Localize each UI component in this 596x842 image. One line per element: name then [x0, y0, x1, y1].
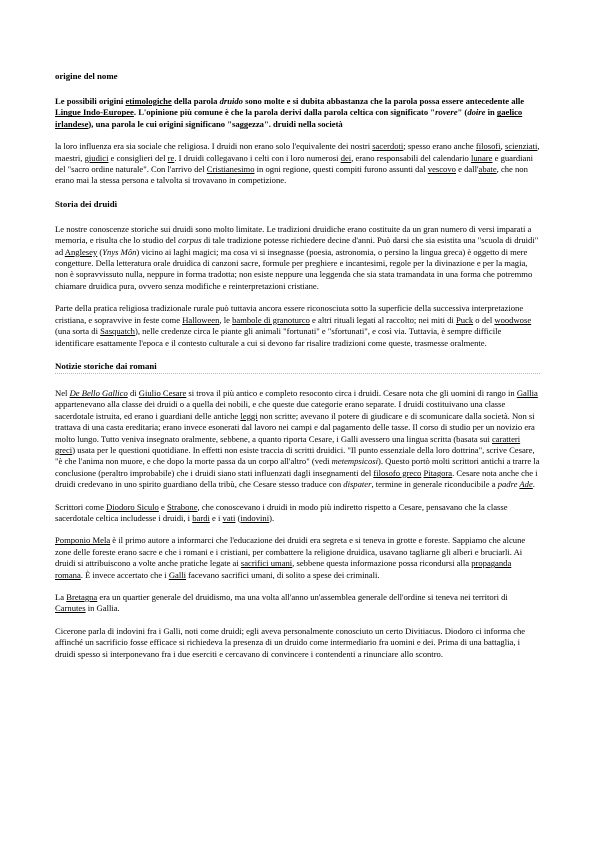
text-run: la loro influenza era sia sociale che religiosa. I druidi non erano solo l'equivalente dei nostri: [55, 141, 373, 152]
wiki-link[interactable]: Sasquatch: [100, 326, 135, 337]
wiki-link[interactable]: Pomponio Mela: [55, 535, 111, 546]
paragraph: [55, 388, 540, 491]
wiki-link[interactable]: Galli: [168, 569, 187, 580]
text-run: ; spesso erano anche: [403, 141, 476, 152]
text-run: , erano responsabili del calendario: [351, 152, 471, 163]
text-run: ), nelle credenze circa le piante gli animali "fortunati" e "sfortunati", e così via. Tuttavia, è sempre difficile identificare esattamente l'epoca e il contesto culturale a cui si devono far risalire tradizioni come queste, trasmesse oralmente.: [55, 326, 502, 348]
text-run: , che conoscevano i druidi in modo più indiretto rispetto a Cesare, pensavano che la classe sacerdotale celtica includesse i druidi, i: [55, 501, 508, 523]
wiki-link[interactable]: Diodoro Siculo: [106, 501, 159, 512]
wiki-link[interactable]: vati: [222, 512, 236, 523]
text-run: Le nostre conoscenze storiche sui druidi sono molto limitate. Le tradizioni druidiche erano costituite da un gran numero di versi imparati a memoria, e risulta che lo studio del: [55, 223, 532, 246]
wiki-link[interactable]: Cristianesimo: [206, 164, 255, 175]
text-run: Nel: [55, 387, 70, 398]
text-run: (una sorta di: [55, 326, 101, 337]
paragraph: [55, 535, 540, 581]
wiki-link[interactable]: vescovo: [427, 164, 456, 175]
wiki-link[interactable]: Anglesey: [64, 246, 98, 257]
text-run: ) vicino ai laghi magici; ma cosa vi si insegnasse (poesia, astronomia, o persino la lingua greca) è oggetto di mere congetture. Della letteratura orale druidica di canzoni sacre, formule per preghiere e incantesimi, regole per la divinazione e per la magia, non è sopravvissuto nulla, neppure in forma tradotta; non esiste neppure una leggenda che sia stata tramandata in una forma che potremmo chiamare druidica pura, ovvero senza modifiche e reinterpretazioni cristiane.: [55, 246, 533, 291]
wiki-link[interactable]: dei: [340, 152, 352, 163]
text-run: e consiglieri del: [108, 152, 168, 163]
wiki-link[interactable]: giudici: [84, 152, 109, 163]
wiki-link[interactable]: Strabone: [166, 501, 198, 512]
italic-text: dispater: [343, 479, 372, 490]
text-run: ).: [269, 512, 275, 523]
italic-text: doire: [467, 107, 486, 118]
wiki-link[interactable]: Pitagora: [423, 467, 453, 478]
text-run: appartenevano alla classe dei druidi o a quella dei nobili, e che queste due categorie erano separate. I druidi costituivano una classe sacerdotale istruita, ed erano i guardiani delle antiche: [55, 399, 506, 421]
text-run: . I druidi collegavano i celti con i loro numerosi: [174, 152, 341, 163]
wiki-link[interactable]: Puck: [455, 314, 474, 325]
wiki-link[interactable]: bambole di granoturco: [232, 314, 310, 325]
wiki-link[interactable]: Bretagna: [66, 592, 98, 602]
text-run: , sebbene questa informazione possa ricondursi alla: [292, 558, 472, 569]
wiki-link[interactable]: sacrifici umani: [240, 558, 293, 569]
text-run: , maestri,: [55, 141, 540, 163]
section-heading: origine del nome: [55, 71, 118, 81]
wiki-link[interactable]: gaelico irlandese: [55, 107, 523, 129]
italic-text: druido: [219, 96, 243, 106]
text-run: di: [127, 387, 139, 398]
text-run: Parte della pratica religiosa tradizionale rurale può tuttavia ancora essere riconosciuta sotto la superficie della successiva interpretazione cristiana, e sopravvive in feste come: [55, 303, 524, 325]
text-run: . È invece accertato che i: [80, 569, 169, 580]
text-run: . L'opinione più comune è che la parola derivi dalla parola celtica con significato ": [133, 107, 436, 118]
paragraph: [55, 592, 540, 615]
text-run: si trova il più antico e completo resoconto circa i druidi. Cesare nota che gli uomini di rango in: [186, 387, 517, 398]
wiki-link[interactable]: Lingue Indo-Europee: [55, 107, 134, 118]
text-run: .: [532, 479, 535, 490]
text-run: " (: [457, 107, 468, 118]
section-heading: Storia dei druidi: [55, 198, 118, 209]
wiki-link[interactable]: re: [167, 152, 175, 163]
wiki-link[interactable]: Ade: [519, 479, 533, 490]
wiki-link[interactable]: Giulio Cesare: [138, 387, 187, 398]
wiki-link[interactable]: Gallia: [516, 387, 538, 398]
wiki-link[interactable]: filosofi: [475, 141, 501, 152]
italic-text: metempsicosi: [331, 456, 378, 467]
italic-text: corpus: [178, 235, 202, 246]
text-run: e altri rituali legati al raccolto; nei miti di: [309, 314, 456, 325]
text-run: , le: [219, 314, 233, 325]
text-run: , termine in generale riconducibile a: [371, 479, 498, 490]
wiki-link[interactable]: bardi: [192, 512, 210, 523]
text-run: della parola: [171, 96, 220, 106]
wiki-link[interactable]: lunare: [470, 152, 493, 163]
document-page: [55, 70, 540, 660]
wiki-link[interactable]: propaganda romana: [55, 558, 512, 580]
paragraph: [55, 224, 540, 292]
wiki-link[interactable]: sacerdoti: [372, 141, 404, 152]
italic-text: Ynys Môn: [102, 246, 137, 257]
wiki-link[interactable]: De Bello Gallico: [69, 387, 128, 398]
text-run: Le possibili origini: [55, 96, 126, 106]
text-run: (: [235, 512, 241, 523]
text-run: in ogni regione, questi compiti furono assunti dal: [254, 164, 428, 175]
text-run: di tale tradizione potesse richiedere decine d'anni. Può darsi che sia esistita una "scuola di druidi" ad: [55, 235, 539, 257]
text-run: (: [97, 246, 103, 257]
wiki-link[interactable]: indovini: [240, 512, 270, 523]
text-run: in Gallia.: [85, 603, 120, 614]
text-run: Scrittori come: [55, 501, 107, 512]
wiki-link[interactable]: scienziati: [504, 141, 538, 152]
text-run: ,: [500, 141, 505, 152]
text-run: , che non erano mai la stessa persona e talvolta si trovavano in competizione.: [55, 164, 528, 186]
text-run: La: [55, 592, 67, 602]
paragraph: [55, 303, 540, 349]
wiki-link[interactable]: woodwose: [494, 314, 532, 325]
wiki-link[interactable]: filosofo greco: [373, 467, 422, 478]
text-run: facevano sacrifici umani, di solito a spese dei criminali.: [186, 569, 380, 580]
wiki-link[interactable]: caratteri greci: [55, 433, 521, 455]
paragraph: [55, 626, 540, 660]
text-run: e i: [209, 512, 223, 523]
text-run: ). Questo portò molti scrittori antichi a trarre la conclusione (peraltro improbabile) che i druidi siano stati influenzati dagli insegnamenti del: [55, 456, 540, 478]
text-run: è il primo autore a informarci che l'educazione dei druidi era segreta e si teneva in grotte e foreste. Sappiamo che alcune zone delle foreste erano sacre e che i romani e i cristiani, per combattere la religione druidica, usavano tagliarne gli alberi e bruciarli. Ai druidi si attribuiscono a volte anche pratiche legate ai: [55, 535, 526, 569]
text-run: . Cesare nota anche che i druidi credevano in uno spirito guardiano della tribù, che Cesare stesso traduce con: [55, 467, 538, 490]
text-run: era un quartier generale del druidismo, ma una volta all'anno un'assemblea generale dell'ordine si teneva nei territori di: [97, 592, 508, 602]
italic-text: rovere: [435, 107, 458, 118]
text-run: e guardiani del "sacro ordine naturale". Con l'arrivo del: [55, 152, 534, 175]
text-run: e dall': [455, 164, 479, 175]
lead-paragraph: [55, 96, 540, 130]
text-run: Cicerone parla di indovini fra i Galli, noti come druidi; egli aveva personalmente conosciuto un certo Divitiacus. Diodoro ci informa che affinché un sacrificio fosse efficace si richiedeva la presenza di un druido come intermediario fra uomini e dei. Prima di una battaglia, i druidi spesso si interponevano fra i due eserciti e cercavano di convincere i contendenti a rinunciare allo scontro.: [55, 625, 526, 659]
text-run: e: [158, 501, 167, 512]
text-run: ) usata per le questioni quotidiane. In effetti non esiste traccia di scritti druidici. "Il punto essenziale della loro dottrina", scrive Cesare, "è che l'anima non muore, e che dopo la morte passa da un corpo all'altro" (vedi: [55, 444, 535, 467]
text-run: ), una parola le cui origini significano "saggezza". druidi nella società: [88, 118, 343, 129]
wiki-link[interactable]: Halloween: [182, 314, 220, 325]
text-run: sono molte e si dubita abbastanza che la parola possa essere antecedente alle: [242, 96, 525, 106]
section-heading: Notizie storiche dai romani: [55, 360, 540, 374]
wiki-link[interactable]: leggi: [240, 410, 258, 421]
text-run: in: [485, 107, 497, 118]
paragraph: [55, 502, 540, 525]
wiki-link[interactable]: Carnutes: [55, 603, 86, 614]
paragraph: [55, 141, 540, 187]
wiki-link[interactable]: etimologiche: [125, 96, 172, 106]
italic-text: padre: [497, 479, 520, 490]
text-run: o del: [473, 314, 495, 325]
text-run: non scritte; avevano il potere di giudicare e di scomunicare dalla società. Non si trattava di una casta ereditaria; erano invece esonerati dal lavoro nei campi e dal pagamento delle tasse. Il corso di studio per un novizio era molto lungo. Tutto veniva insegnato oralmente, sebbene, a quanto riporta Cesare, i Galli avessero una lingua scritta (basata sui: [55, 410, 535, 444]
wiki-link[interactable]: abate: [478, 164, 497, 175]
